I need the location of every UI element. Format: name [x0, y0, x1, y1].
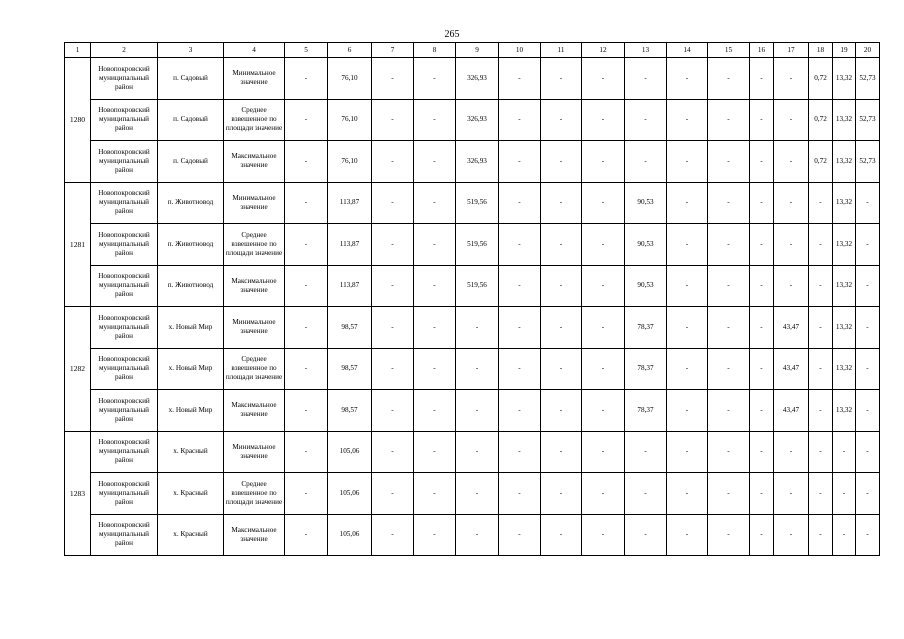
table-cell: Новопокровский муниципальный район [91, 99, 158, 141]
table-cell: Среднее взвешенное по площади значение [224, 473, 285, 515]
table-cell: 90,53 [625, 265, 667, 307]
table-cell: Максимальное значение [224, 390, 285, 432]
table-cell: Минимальное значение [224, 307, 285, 349]
column-header: 6 [328, 43, 372, 58]
table-cell: - [625, 141, 667, 183]
table-cell: - [499, 182, 541, 224]
table-row [65, 99, 880, 141]
data-table [64, 42, 880, 556]
column-header: 14 [667, 43, 708, 58]
table-cell: - [708, 182, 750, 224]
header-row [65, 43, 880, 58]
table-cell: 105,06 [328, 514, 372, 556]
table-cell: - [708, 431, 750, 473]
table-cell: 90,53 [625, 182, 667, 224]
column-header: 3 [158, 43, 224, 58]
table-cell: - [708, 224, 750, 266]
table-cell: - [499, 390, 541, 432]
table-cell: - [285, 348, 328, 390]
table-cell: - [582, 390, 625, 432]
column-header: 18 [809, 43, 833, 58]
table-cell: - [625, 473, 667, 515]
table-cell: 78,37 [625, 348, 667, 390]
table-body [65, 43, 880, 556]
table-cell: - [372, 58, 414, 100]
table-cell: - [774, 265, 809, 307]
table-cell: - [856, 514, 880, 556]
table-cell: - [750, 307, 774, 349]
table-cell: - [541, 390, 582, 432]
table-cell: - [499, 265, 541, 307]
table-cell: - [414, 265, 456, 307]
table-cell: - [456, 348, 499, 390]
table-row [65, 182, 880, 224]
table-cell: п. Садовый [158, 141, 224, 183]
table-cell: 98,57 [328, 390, 372, 432]
table-cell: Максимальное значение [224, 265, 285, 307]
table-cell: - [582, 99, 625, 141]
table-cell: - [667, 58, 708, 100]
table-cell: Минимальное значение [224, 58, 285, 100]
table-cell: - [372, 182, 414, 224]
table-cell: 52,73 [856, 141, 880, 183]
table-cell: - [708, 265, 750, 307]
table-cell: 78,37 [625, 307, 667, 349]
table-cell: - [809, 390, 833, 432]
table-cell: х. Новый Мир [158, 348, 224, 390]
table-cell: Новопокровский муниципальный район [91, 473, 158, 515]
column-header: 20 [856, 43, 880, 58]
table-cell: - [809, 348, 833, 390]
table-cell: 43,47 [774, 307, 809, 349]
row-number: 1283 [65, 431, 91, 556]
table-cell: - [285, 99, 328, 141]
table-cell: 98,57 [328, 348, 372, 390]
table-cell: - [625, 99, 667, 141]
row-number: 1281 [65, 182, 91, 307]
table-cell: Минимальное значение [224, 182, 285, 224]
table-cell: - [774, 182, 809, 224]
table-cell: - [372, 431, 414, 473]
table-cell: п. Животновод [158, 265, 224, 307]
table-cell: - [833, 473, 856, 515]
table-cell: 76,10 [328, 58, 372, 100]
table-cell: - [708, 473, 750, 515]
table-cell: п. Животновод [158, 182, 224, 224]
table-cell: - [667, 307, 708, 349]
table-cell: Новопокровский муниципальный район [91, 390, 158, 432]
table-cell: - [750, 99, 774, 141]
table-cell: 13,32 [833, 58, 856, 100]
table-cell: 326,93 [456, 99, 499, 141]
table-cell: Новопокровский муниципальный район [91, 431, 158, 473]
table-cell: - [541, 431, 582, 473]
table-cell: 0,72 [809, 58, 833, 100]
table-cell: - [708, 58, 750, 100]
table-cell: Среднее взвешенное по площади значение [224, 224, 285, 266]
table-cell: - [856, 431, 880, 473]
column-header: 15 [708, 43, 750, 58]
table-cell: - [582, 473, 625, 515]
table-cell: Новопокровский муниципальный район [91, 224, 158, 266]
column-header: 12 [582, 43, 625, 58]
table-cell: Максимальное значение [224, 141, 285, 183]
table-cell: - [708, 348, 750, 390]
table-cell: - [456, 431, 499, 473]
table-row [65, 514, 880, 556]
table-cell: - [499, 307, 541, 349]
table-cell: - [750, 224, 774, 266]
table-cell: Среднее взвешенное по площади значение [224, 348, 285, 390]
table-cell: - [414, 431, 456, 473]
table-row [65, 58, 880, 100]
column-header: 4 [224, 43, 285, 58]
table-cell: п. Садовый [158, 58, 224, 100]
table-cell: 519,56 [456, 265, 499, 307]
table-cell: - [456, 307, 499, 349]
table-cell: - [285, 265, 328, 307]
table-cell: - [856, 348, 880, 390]
table-cell: 105,06 [328, 431, 372, 473]
table-cell: - [372, 99, 414, 141]
table-cell: - [541, 307, 582, 349]
table-row [65, 348, 880, 390]
table-row [65, 224, 880, 266]
table-cell: - [856, 265, 880, 307]
table-cell: Новопокровский муниципальный район [91, 265, 158, 307]
table-cell: - [774, 99, 809, 141]
table-cell: - [372, 514, 414, 556]
table-cell: - [774, 141, 809, 183]
table-cell: - [667, 224, 708, 266]
table-cell: 13,32 [833, 348, 856, 390]
table-cell: 76,10 [328, 99, 372, 141]
table-cell: 78,37 [625, 390, 667, 432]
column-header: 19 [833, 43, 856, 58]
table-cell: - [667, 182, 708, 224]
table-cell: - [582, 514, 625, 556]
table-cell: - [372, 473, 414, 515]
table-cell: - [667, 141, 708, 183]
table-cell: - [667, 514, 708, 556]
table-cell: 113,87 [328, 224, 372, 266]
table-cell: - [499, 58, 541, 100]
table-cell: 76,10 [328, 141, 372, 183]
table-cell: - [856, 224, 880, 266]
table-cell: - [541, 182, 582, 224]
column-header: 17 [774, 43, 809, 58]
table-cell: - [541, 99, 582, 141]
column-header: 1 [65, 43, 91, 58]
table-cell: 13,32 [833, 141, 856, 183]
table-cell: - [414, 514, 456, 556]
table-row [65, 390, 880, 432]
table-cell: - [750, 58, 774, 100]
table-cell: 98,57 [328, 307, 372, 349]
table-cell: - [499, 473, 541, 515]
table-cell: - [833, 514, 856, 556]
table-cell: - [856, 182, 880, 224]
table-cell: 326,93 [456, 141, 499, 183]
table-cell: Новопокровский муниципальный район [91, 348, 158, 390]
table-cell: - [499, 348, 541, 390]
table-cell: - [582, 265, 625, 307]
table-cell: 113,87 [328, 265, 372, 307]
table-cell: - [582, 431, 625, 473]
table-cell: - [372, 390, 414, 432]
table-cell: - [541, 348, 582, 390]
table-cell: Новопокровский муниципальный район [91, 514, 158, 556]
table-cell: - [414, 182, 456, 224]
table-cell: - [414, 307, 456, 349]
table-cell: - [541, 224, 582, 266]
table-cell: - [582, 224, 625, 266]
row-number: 1282 [65, 307, 91, 432]
table-cell: - [667, 265, 708, 307]
table-cell: Минимальное значение [224, 431, 285, 473]
table-cell: - [625, 58, 667, 100]
table-cell: Новопокровский муниципальный район [91, 141, 158, 183]
column-header: 5 [285, 43, 328, 58]
table-cell: - [708, 141, 750, 183]
table-cell: 52,73 [856, 58, 880, 100]
table-cell: - [541, 58, 582, 100]
table-cell: 13,32 [833, 99, 856, 141]
table-cell: - [582, 348, 625, 390]
table-cell: - [499, 514, 541, 556]
table-cell: - [414, 58, 456, 100]
column-header: 11 [541, 43, 582, 58]
table-cell: - [414, 224, 456, 266]
table-cell: 326,93 [456, 58, 499, 100]
table-cell: Максимальное значение [224, 514, 285, 556]
table-cell: - [750, 141, 774, 183]
table-row [65, 265, 880, 307]
column-header: 7 [372, 43, 414, 58]
table-cell: 13,32 [833, 265, 856, 307]
table-cell: - [499, 431, 541, 473]
table-cell: - [541, 141, 582, 183]
table-cell: х. Красный [158, 514, 224, 556]
table-cell: 43,47 [774, 390, 809, 432]
table-cell: 13,32 [833, 224, 856, 266]
table-cell: - [414, 390, 456, 432]
table-cell: - [372, 224, 414, 266]
table-cell: - [856, 473, 880, 515]
table-cell: 113,87 [328, 182, 372, 224]
table-cell: 13,32 [833, 390, 856, 432]
table-cell: - [750, 265, 774, 307]
row-number: 1280 [65, 58, 91, 183]
table-cell: Среднее взвешенное по площади значение [224, 99, 285, 141]
table-cell: - [414, 473, 456, 515]
table-cell: 0,72 [809, 141, 833, 183]
table-cell: - [285, 514, 328, 556]
table-cell: - [750, 473, 774, 515]
table-cell: - [285, 431, 328, 473]
table-cell: - [414, 348, 456, 390]
table-cell: - [285, 182, 328, 224]
table-cell: - [750, 431, 774, 473]
table-cell: х. Красный [158, 473, 224, 515]
table-cell: - [541, 473, 582, 515]
table-cell: - [667, 348, 708, 390]
page-number: 265 [444, 29, 460, 40]
table-cell: - [541, 514, 582, 556]
table-cell: 52,73 [856, 99, 880, 141]
table-cell: - [372, 307, 414, 349]
table-cell: х. Новый Мир [158, 307, 224, 349]
table-row [65, 473, 880, 515]
table-cell: - [372, 265, 414, 307]
column-header: 9 [456, 43, 499, 58]
table-cell: п. Животновод [158, 224, 224, 266]
table-cell: - [667, 390, 708, 432]
table-cell: п. Садовый [158, 99, 224, 141]
table-cell: - [582, 58, 625, 100]
table-cell: х. Новый Мир [158, 390, 224, 432]
table-cell: - [541, 265, 582, 307]
table-cell: - [750, 514, 774, 556]
table-cell: - [708, 307, 750, 349]
table-cell: - [809, 473, 833, 515]
table-cell: - [625, 514, 667, 556]
table-cell: - [833, 431, 856, 473]
table-cell: - [809, 265, 833, 307]
table-cell: Новопокровский муниципальный район [91, 58, 158, 100]
table-cell: - [667, 431, 708, 473]
table-cell: - [667, 99, 708, 141]
table-cell: - [285, 58, 328, 100]
table-cell: 105,06 [328, 473, 372, 515]
table-cell: - [582, 182, 625, 224]
table-row [65, 431, 880, 473]
table-cell: 43,47 [774, 348, 809, 390]
table-cell: - [809, 182, 833, 224]
table-cell: - [456, 514, 499, 556]
table-cell: - [856, 390, 880, 432]
table-cell: - [499, 224, 541, 266]
table-cell: - [456, 390, 499, 432]
table-cell: - [285, 141, 328, 183]
table-cell: - [414, 99, 456, 141]
table-cell: - [774, 473, 809, 515]
table-cell: - [809, 307, 833, 349]
table-cell: - [774, 58, 809, 100]
table-cell: - [285, 224, 328, 266]
table-cell: - [285, 307, 328, 349]
table-cell: 0,72 [809, 99, 833, 141]
table-cell: - [372, 348, 414, 390]
table-cell: - [750, 390, 774, 432]
table-cell: - [750, 348, 774, 390]
column-header: 2 [91, 43, 158, 58]
table-cell: - [774, 224, 809, 266]
table-cell: - [774, 431, 809, 473]
table-cell: 90,53 [625, 224, 667, 266]
table-cell: Новопокровский муниципальный район [91, 307, 158, 349]
table-cell: - [667, 473, 708, 515]
table-cell: - [625, 431, 667, 473]
table-cell: 519,56 [456, 224, 499, 266]
column-header: 13 [625, 43, 667, 58]
table-cell: Новопокровский муниципальный район [91, 182, 158, 224]
table-cell: - [750, 182, 774, 224]
table-cell: - [774, 514, 809, 556]
table-cell: - [414, 141, 456, 183]
table-cell: 13,32 [833, 307, 856, 349]
column-header: 10 [499, 43, 541, 58]
table-cell: - [582, 141, 625, 183]
table-row [65, 141, 880, 183]
table-cell: - [372, 141, 414, 183]
column-header: 16 [750, 43, 774, 58]
table-cell: - [708, 390, 750, 432]
table-cell: - [285, 473, 328, 515]
column-header: 8 [414, 43, 456, 58]
table-cell: - [582, 307, 625, 349]
table-cell: - [809, 514, 833, 556]
table-cell: х. Красный [158, 431, 224, 473]
table-cell: - [285, 390, 328, 432]
table-cell: - [708, 514, 750, 556]
table-cell: 13,32 [833, 182, 856, 224]
table-cell: - [809, 431, 833, 473]
table-cell: - [708, 99, 750, 141]
table-cell: - [499, 99, 541, 141]
table-cell: - [809, 224, 833, 266]
table-row [65, 307, 880, 349]
table-cell: - [856, 307, 880, 349]
table-cell: - [499, 141, 541, 183]
table-cell: 519,56 [456, 182, 499, 224]
table-cell: - [456, 473, 499, 515]
